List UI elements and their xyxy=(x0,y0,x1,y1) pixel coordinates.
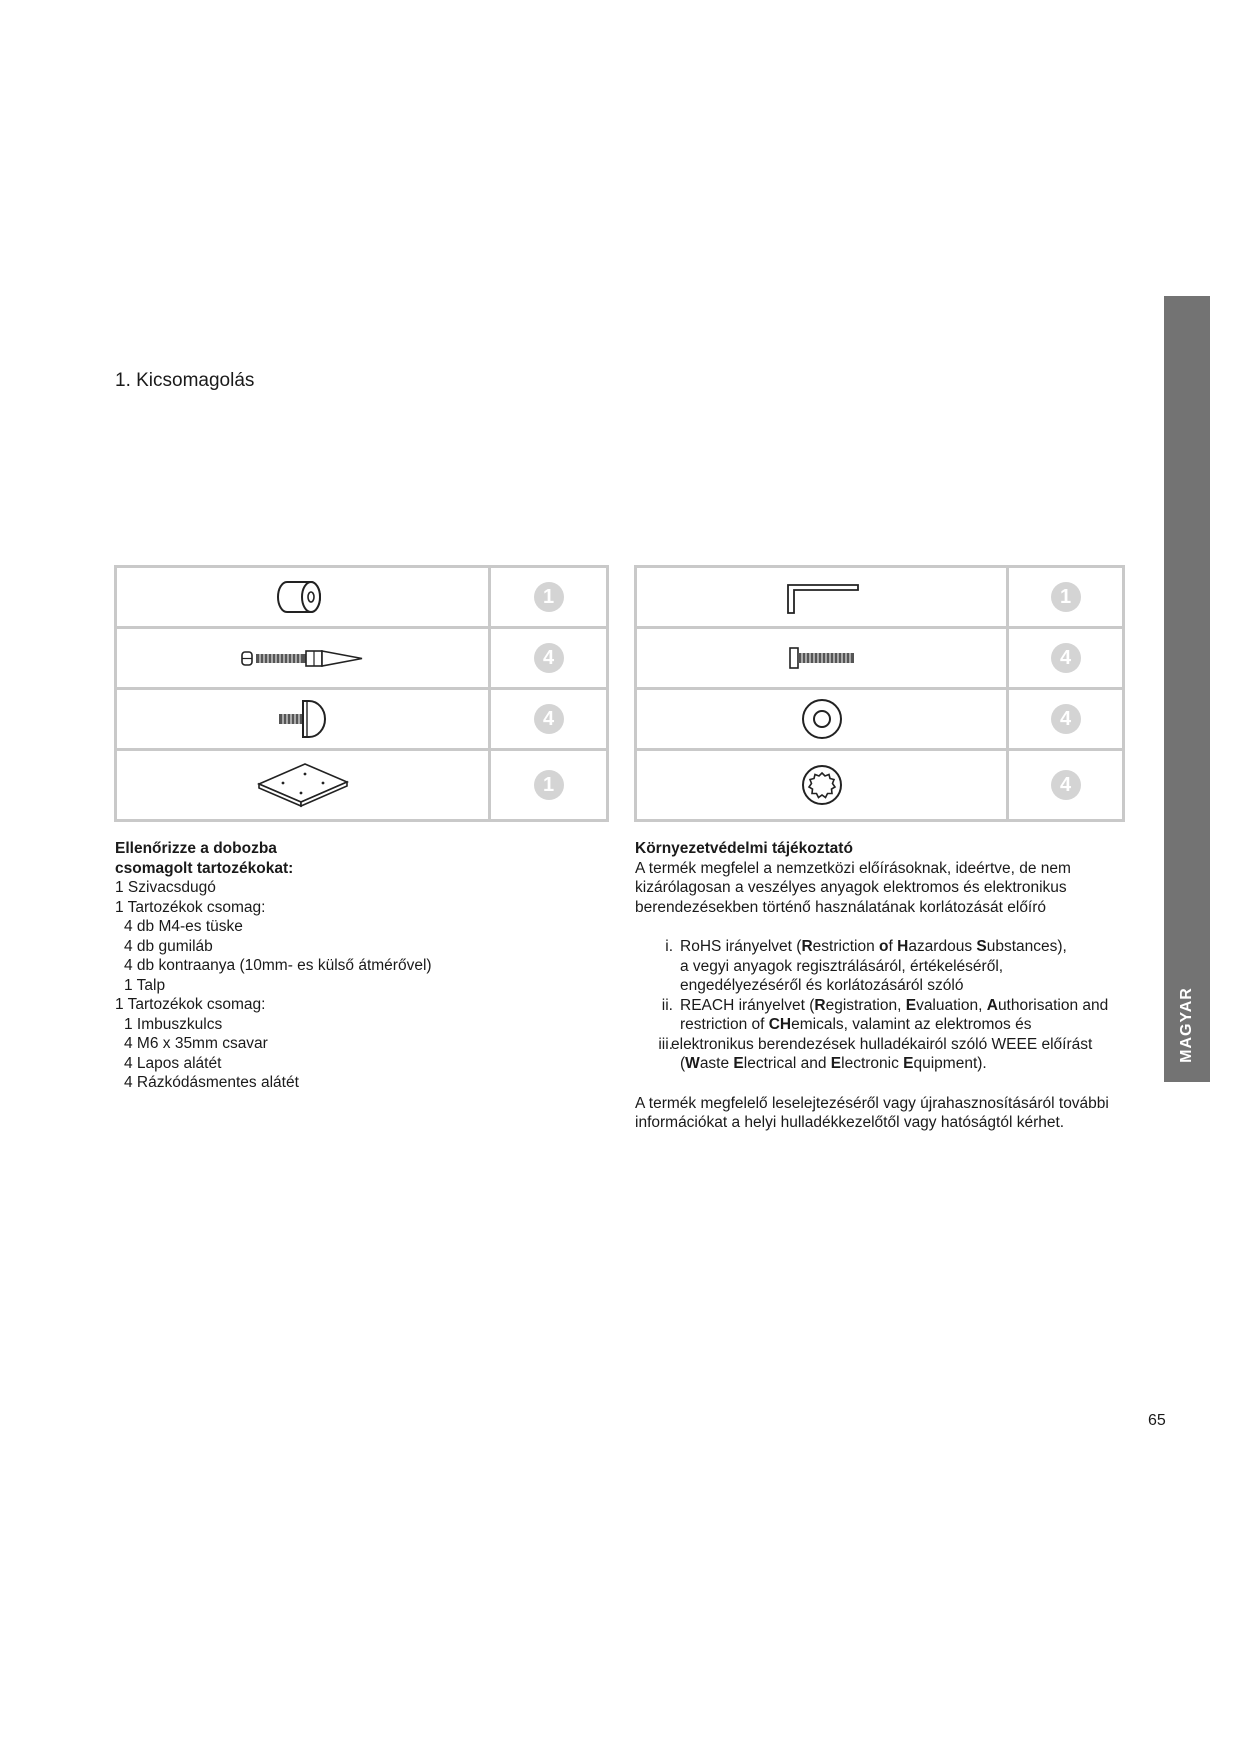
directive-item-rohs: i. RoHS irányelvet (Restriction of Hazardous Substances), a vegyi anyagok regisztrálásáról, értékeléséről, engedélyezéséről és korlátozásáról szóló xyxy=(635,937,1140,996)
environment-intro: berendezésekben történő használatának korlátozását előíró xyxy=(635,898,1047,916)
environmental-info xyxy=(635,839,1140,1133)
parts-table-right xyxy=(634,565,1125,822)
part-qty-cell xyxy=(491,568,606,626)
quantity-badge: 4 xyxy=(1051,704,1081,734)
lock-washer-icon xyxy=(798,761,846,809)
part-image-cell xyxy=(117,690,491,748)
spike-screw-icon xyxy=(238,643,368,673)
part-image-cell xyxy=(637,568,1009,626)
accessories-heading: Ellenőrizze a dobozba xyxy=(115,840,277,857)
hex-key-icon xyxy=(782,577,862,617)
environment-intro: kizárólagosan a veszélyes anyagok elektromos és elektronikus xyxy=(635,879,1067,896)
parts-row xyxy=(637,690,1122,751)
environment-intro: A termék megfelel a nemzetközi előírásoknak, ideértve, de nem xyxy=(635,859,1071,877)
accessory-line: 4 db gumiláb xyxy=(124,937,213,955)
part-qty-cell xyxy=(1009,568,1122,626)
quantity-badge: 1 xyxy=(1051,582,1081,612)
flat-washer-icon xyxy=(798,695,846,743)
language-tab-label: MAGYAR xyxy=(1178,987,1195,1063)
parts-row xyxy=(117,751,606,819)
part-image-cell xyxy=(637,751,1009,819)
environment-outro: információkat a helyi hulladékkezelőtől vagy hatóságtól kérhet. xyxy=(635,1114,1065,1131)
quantity-badge: 4 xyxy=(1051,770,1081,800)
parts-table-left xyxy=(114,565,609,822)
list-number: ii. xyxy=(661,996,673,1014)
accessory-line: 4 Lapos alátét xyxy=(124,1054,222,1072)
quantity-badge: 1 xyxy=(534,770,564,800)
parts-row xyxy=(637,568,1122,629)
part-image-cell xyxy=(117,751,491,819)
accessory-line: 4 db M4-es tüske xyxy=(124,918,243,935)
quantity-badge: 4 xyxy=(534,704,564,734)
accessory-line: 4 Rázkódásmentes alátét xyxy=(124,1074,299,1091)
part-qty-cell xyxy=(1009,629,1122,687)
accessories-heading: csomagolt tartozékokat: xyxy=(115,859,294,877)
quantity-badge: 4 xyxy=(534,643,564,673)
environment-heading: Környezetvédelmi tájékoztató xyxy=(635,840,853,857)
rubber-foot-icon xyxy=(273,697,333,741)
accessory-line: 4 db kontraanya (10mm- es külső átmérővel) xyxy=(124,957,432,974)
accessory-line: 1 Imbuszkulcs xyxy=(124,1015,223,1033)
bolt-icon xyxy=(784,643,860,673)
part-qty-cell xyxy=(1009,690,1122,748)
part-qty-cell xyxy=(491,751,606,819)
parts-row xyxy=(117,690,606,751)
part-image-cell xyxy=(637,629,1009,687)
list-number: iii. xyxy=(658,1035,673,1053)
accessory-line: 1 Tartozékok csomag: xyxy=(115,898,266,916)
quantity-badge: 1 xyxy=(534,582,564,612)
part-image-cell xyxy=(117,629,491,687)
language-tab xyxy=(1164,296,1210,1082)
parts-row xyxy=(117,629,606,690)
part-image-cell xyxy=(637,690,1009,748)
section-title: 1. Kicsomagolás xyxy=(115,370,255,391)
directive-item-weee: iii. elektronikus berendezések hulladékairól szóló WEEE előírást (Waste Electrical and Electronic Equipment). xyxy=(635,1035,1140,1074)
parts-row xyxy=(637,629,1122,690)
parts-row xyxy=(117,568,606,629)
accessory-line: 4 M6 x 35mm csavar xyxy=(124,1035,268,1052)
accessories-checklist xyxy=(115,839,595,1093)
accessory-line: 1 Talp xyxy=(124,976,166,994)
directive-item-reach: ii. REACH irányelvet (Registration, Evaluation, Authorisation and restriction of CHemicals, valamint az elektromos és xyxy=(635,996,1140,1035)
parts-row xyxy=(637,751,1122,819)
environment-outro: A termék megfelelő leselejtezéséről vagy újrahasznosításáról további xyxy=(635,1094,1109,1112)
foam-plug-icon xyxy=(273,574,333,620)
part-qty-cell xyxy=(491,629,606,687)
quantity-badge: 4 xyxy=(1051,643,1081,673)
accessory-line: 1 Tartozékok csomag: xyxy=(115,996,266,1013)
part-qty-cell xyxy=(1009,751,1122,819)
page-number: 65 xyxy=(1148,1412,1166,1429)
base-plate-icon xyxy=(253,758,353,812)
list-number: i. xyxy=(665,938,673,955)
part-qty-cell xyxy=(491,690,606,748)
part-image-cell xyxy=(117,568,491,626)
accessory-line: 1 Szivacsdugó xyxy=(115,879,216,896)
